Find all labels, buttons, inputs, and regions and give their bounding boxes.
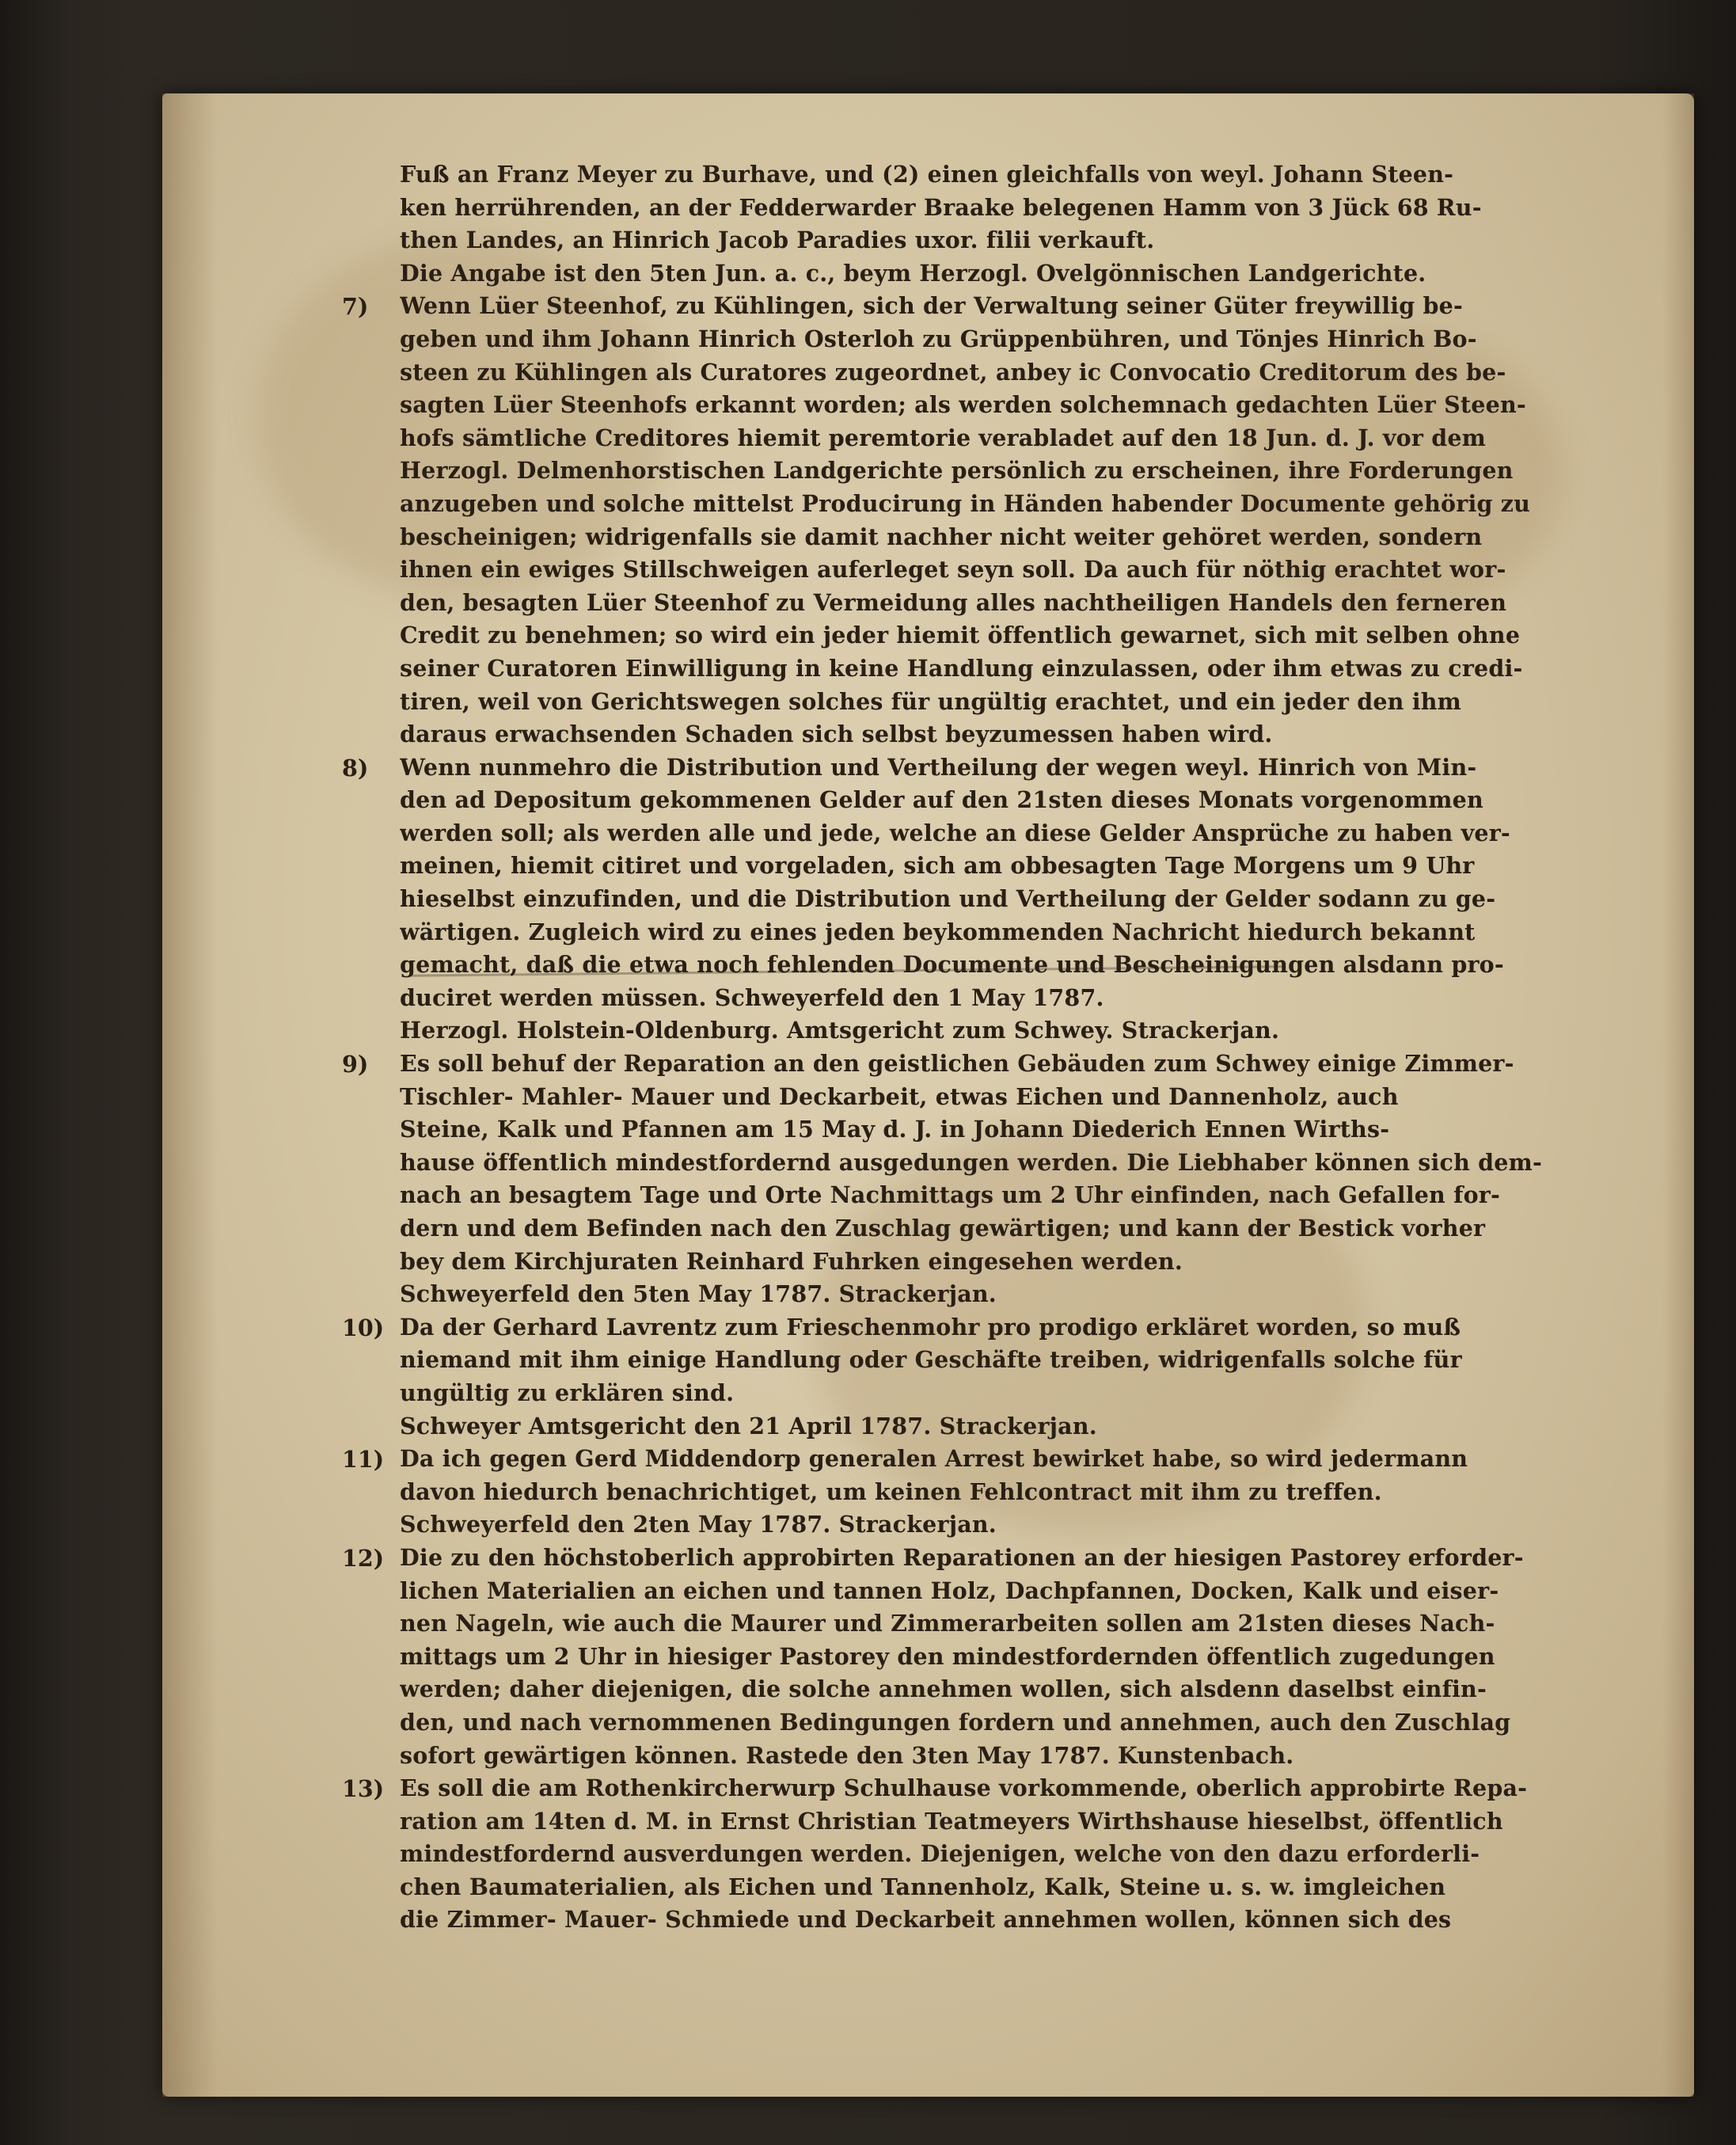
text-line: Fuß an Franz Meyer zu Burhave, und (2) einen gleichfalls von weyl. Johann Steen- <box>400 161 1454 188</box>
item-number: 12) <box>342 1545 385 1573</box>
item-number: 7) <box>342 293 369 321</box>
text-line: Die Angabe ist den 5ten Jun. a. c., beym Herzogl. Ovelgönnischen Landgerichte. <box>400 259 1426 287</box>
text-line: Wenn Lüer Steenhof, zu Kühlingen, sich der Verwaltung seiner Güter freywillig be- <box>400 292 1463 320</box>
text-line: Schweyerfeld den 5ten May 1787. Strackerjan. <box>400 1280 997 1308</box>
text-line: nach an besagtem Tage und Orte Nachmittags um 2 Uhr einfinden, nach Gefallen for- <box>400 1181 1501 1209</box>
text-line: Es soll behuf der Reparation an den geistlichen Gebäuden zum Schwey einige Zimmer- <box>400 1050 1514 1078</box>
text-line: ihnen ein ewiges Stillschweigen auferleget seyn soll. Da auch für nöthig erachtet wor- <box>400 556 1506 584</box>
text-line: den, und nach vernommenen Bedingungen fordern und annehmen, auch den Zuschlag <box>400 1708 1511 1736</box>
text-line: chen Baumaterialien, als Eichen und Tannenholz, Kalk, Steine u. s. w. imgleichen <box>400 1873 1446 1900</box>
text-line: geben und ihm Johann Hinrich Osterloh zu Grüppenbühren, und Tönjes Hinrich Bo- <box>400 325 1477 352</box>
text-line: Herzogl. Delmenhorstischen Landgerichte persönlich zu erscheinen, ihre Forderungen <box>400 457 1514 485</box>
text-line: gemacht, daß die etwa noch fehlenden Documente und Bescheinigungen alsdann pro- <box>400 951 1504 979</box>
text-line: werden; daher diejenigen, die solche annehmen wollen, sich alsdenn daselbst einfin- <box>400 1675 1487 1703</box>
text-line: then Landes, an Hinrich Jacob Paradies uxor. filii verkauft. <box>400 226 1155 254</box>
text-line: Tischler- Mahler- Mauer und Deckarbeit, etwas Eichen und Dannenholz, auch <box>400 1082 1399 1110</box>
text-line: wärtigen. Zugleich wird zu eines jeden beykommenden Nachricht hiedurch bekannt <box>400 918 1476 945</box>
item-number: 9) <box>342 1051 369 1078</box>
text-line: den, besagten Lüer Steenhof zu Vermeidung alles nachtheiligen Handels den ferneren <box>400 588 1507 616</box>
text-line: duciret werden müssen. Schweyerfeld den 1 May 1787. <box>400 983 1104 1011</box>
item-number: 13) <box>342 1775 385 1803</box>
text-line: steen zu Kühlingen als Curatores zugeordnet, anbey ic Convocatio Creditorum des be- <box>400 358 1506 386</box>
text-line: seiner Curatoren Einwilligung in keine Handlung einzulassen, oder ihm etwas zu credi- <box>400 654 1523 682</box>
text-line: bescheinigen; widrigenfalls sie damit nachher nicht weiter gehöret werden, sondern <box>400 523 1483 550</box>
text-line: meinen, hiemit citiret und vorgeladen, sich am obbesagten Tage Morgens um 9 Uhr <box>400 852 1475 880</box>
text-line: nen Nageln, wie auch die Maurer und Zimmerarbeiten sollen am 21sten dieses Nach- <box>400 1610 1495 1637</box>
text-line: werden soll; als werden alle und jede, welche an diese Gelder Ansprüche zu haben ver- <box>400 819 1510 846</box>
text-line: mittags um 2 Uhr in hiesiger Pastorey den mindestfordernden öffentlich zugedungen <box>400 1642 1495 1670</box>
text-line: mindestfordernd ausverdungen werden. Diejenigen, welche von den dazu erforderli- <box>400 1840 1480 1868</box>
text-line: ration am 14ten d. M. in Ernst Christian Teatmeyers Wirthshause hieselbst, öffentlich <box>400 1807 1503 1835</box>
text-line: Credit zu benehmen; so wird ein jeder hiemit öffentlich gewarnet, sich mit selben ohne <box>400 622 1521 649</box>
text-line: hieselbst einzufinden, und die Distribution und Vertheilung der Gelder sodann zu ge- <box>400 885 1496 913</box>
document-text <box>400 158 1563 1937</box>
text-line: die Zimmer- Mauer- Schmiede und Deckarbeit annehmen wollen, können sich des <box>400 1906 1452 1934</box>
item-number: 8) <box>342 754 369 782</box>
text-line: hofs sämtliche Creditores hiemit peremtorie verabladet auf den 18 Jun. d. J. vor dem <box>400 424 1487 451</box>
text-line: ungültig zu erklären sind. <box>400 1379 735 1406</box>
text-line: Steine, Kalk und Pfannen am 15 May d. J. in Johann Diederich Ennen Wirths- <box>400 1116 1390 1143</box>
text-line: dern und dem Befinden nach den Zuschlag gewärtigen; und kann der Bestick vorher <box>400 1215 1486 1242</box>
item-number: 11) <box>342 1446 385 1474</box>
text-line: Da der Gerhard Lavrentz zum Frieschenmohr pro prodigo erkläret worden, so muß <box>400 1313 1461 1341</box>
item-number: 10) <box>342 1314 385 1341</box>
text-line: anzugeben und solche mittelst Producirung in Händen habender Documente gehörig zu <box>400 489 1531 517</box>
text-line: sagten Lüer Steenhofs erkannt worden; als werden solchemnach gedachten Lüer Steen- <box>400 391 1526 419</box>
text-line: Die zu den höchstoberlich approbirten Reparationen an der hiesigen Pastorey erforder- <box>400 1543 1524 1571</box>
text-line: Schweyerfeld den 2ten May 1787. Strackerjan. <box>400 1511 997 1538</box>
text-line: niemand mit ihm einige Handlung oder Geschäfte treiben, widrigenfalls solche für <box>400 1346 1462 1374</box>
text-line: ken herrührenden, an der Fedderwarder Braake belegenen Hamm von 3 Jück 68 Ru- <box>400 193 1482 221</box>
text-line: davon hiedurch benachrichtiget, um keinen Fehlcontract mit ihm zu treffen. <box>400 1478 1382 1505</box>
text-line: Herzogl. Holstein-Oldenburg. Amtsgericht zum Schwey. Strackerjan. <box>400 1017 1280 1044</box>
text-line: Da ich gegen Gerd Middendorp generalen Arrest bewirket habe, so wird jedermann <box>400 1445 1468 1473</box>
text-line: bey dem Kirchjuraten Reinhard Fuhrken eingesehen werden. <box>400 1247 1183 1275</box>
text-line: lichen Materialien an eichen und tannen Holz, Dachpfannen, Docken, Kalk und eiser- <box>400 1576 1499 1604</box>
text-line: daraus erwachsenden Schaden sich selbst beyzumessen haben wird. <box>400 721 1273 748</box>
text-line: sofort gewärtigen können. Rastede den 3ten May 1787. Kunstenbach. <box>400 1741 1294 1769</box>
text-line: tiren, weil von Gerichtswegen solches für ungültig erachtet, und ein jeder den ihm <box>400 687 1461 715</box>
text-line: Es soll die am Rothenkircherwurp Schulhause vorkommende, oberlich approbirte Repa- <box>400 1774 1528 1802</box>
text-line: Schweyer Amtsgericht den 21 April 1787. Strackerjan. <box>400 1412 1097 1440</box>
text-line: Wenn nunmehro die Distribution und Vertheilung der wegen weyl. Hinrich von Min- <box>400 753 1477 781</box>
text-line: hause öffentlich mindestfordernd ausgedungen werden. Die Liebhaber können sich dem- <box>400 1148 1542 1176</box>
text-line: den ad Depositum gekommenen Gelder auf den 21sten dieses Monats vorgenommen <box>400 786 1483 814</box>
